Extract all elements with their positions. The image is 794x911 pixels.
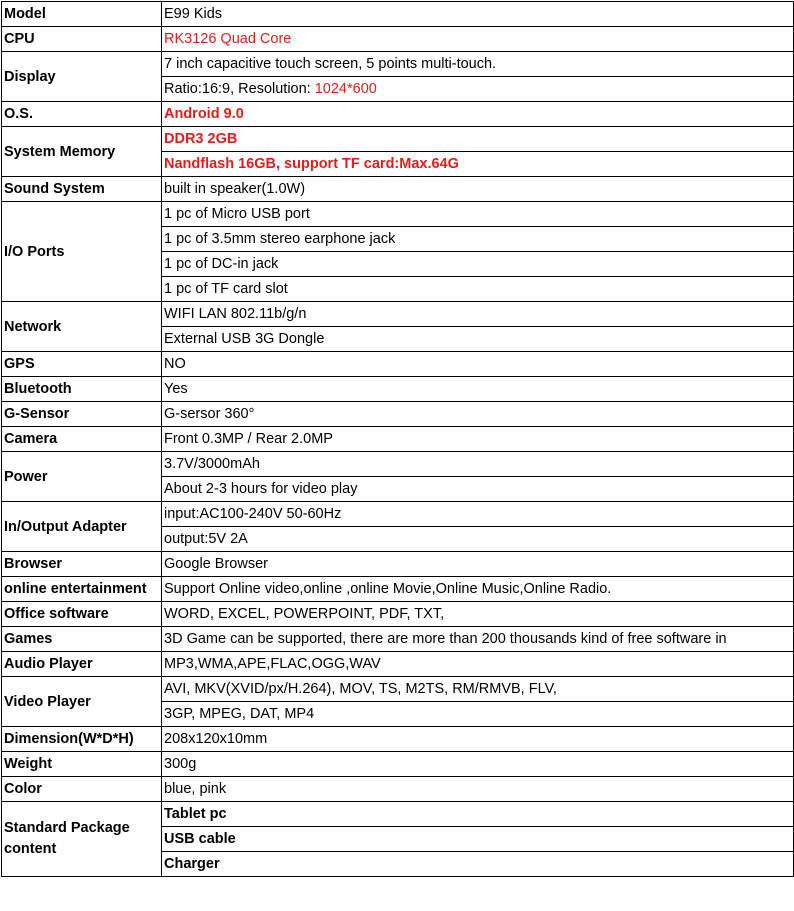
row-audio bbox=[2, 652, 794, 677]
label-audio: Audio Player bbox=[2, 652, 162, 677]
value-dimension: 208x120x10mm bbox=[162, 727, 794, 752]
value-online: Support Online video,online ,online Movie,Online Music,Online Radio. bbox=[162, 577, 794, 602]
row-video bbox=[2, 677, 794, 702]
label-dimension: Dimension(W*D*H) bbox=[2, 727, 162, 752]
label-gps: GPS bbox=[2, 352, 162, 377]
value-package-1: Tablet pc bbox=[162, 802, 794, 827]
row-display bbox=[2, 52, 794, 77]
row-dimension bbox=[2, 727, 794, 752]
value-weight: 300g bbox=[162, 752, 794, 777]
label-cpu: CPU bbox=[2, 27, 162, 52]
value-power-1: 3.7V/3000mAh bbox=[162, 452, 794, 477]
label-office: Office software bbox=[2, 602, 162, 627]
value-network-2: External USB 3G Dongle bbox=[162, 327, 794, 352]
label-video: Video Player bbox=[2, 677, 162, 727]
value-adapter-1: input:AC100-240V 50-60Hz bbox=[162, 502, 794, 527]
value-audio: MP3,WMA,APE,FLAC,OGG,WAV bbox=[162, 652, 794, 677]
label-package: Standard Package content bbox=[2, 802, 162, 877]
row-io bbox=[2, 202, 794, 227]
row-cpu bbox=[2, 27, 794, 52]
value-adapter-2: output:5V 2A bbox=[162, 527, 794, 552]
label-gsensor: G-Sensor bbox=[2, 402, 162, 427]
value-bluetooth: Yes bbox=[162, 377, 794, 402]
label-power: Power bbox=[2, 452, 162, 502]
value-power-2: About 2-3 hours for video play bbox=[162, 477, 794, 502]
row-weight bbox=[2, 752, 794, 777]
value-os: Android 9.0 bbox=[162, 102, 794, 127]
value-model: E99 Kids bbox=[162, 2, 794, 27]
label-browser: Browser bbox=[2, 552, 162, 577]
label-online: online entertainment bbox=[2, 577, 162, 602]
label-model: Model bbox=[2, 2, 162, 27]
row-color bbox=[2, 777, 794, 802]
label-os: O.S. bbox=[2, 102, 162, 127]
row-gps bbox=[2, 352, 794, 377]
value-io-3: 1 pc of DC-in jack bbox=[162, 252, 794, 277]
row-gsensor bbox=[2, 402, 794, 427]
label-adapter: In/Output Adapter bbox=[2, 502, 162, 552]
value-io-4: 1 pc of TF card slot bbox=[162, 277, 794, 302]
row-browser bbox=[2, 552, 794, 577]
row-sound bbox=[2, 177, 794, 202]
row-memory bbox=[2, 127, 794, 152]
label-games: Games bbox=[2, 627, 162, 652]
row-bluetooth bbox=[2, 377, 794, 402]
label-bluetooth: Bluetooth bbox=[2, 377, 162, 402]
row-online bbox=[2, 577, 794, 602]
value-package-3: Charger bbox=[162, 852, 794, 877]
label-io: I/O Ports bbox=[2, 202, 162, 302]
value-camera: Front 0.3MP / Rear 2.0MP bbox=[162, 427, 794, 452]
value-package-2: USB cable bbox=[162, 827, 794, 852]
value-browser: Google Browser bbox=[162, 552, 794, 577]
row-games bbox=[2, 627, 794, 652]
value-gsensor: G-sersor 360° bbox=[162, 402, 794, 427]
value-io-1: 1 pc of Micro USB port bbox=[162, 202, 794, 227]
value-games: 3D Game can be supported, there are more than 200 thousands kind of free software in bbox=[162, 627, 794, 652]
row-model bbox=[2, 2, 794, 27]
value-office: WORD, EXCEL, POWERPOINT, PDF, TXT, bbox=[162, 602, 794, 627]
value-video-1: AVI, MKV(XVID/px/H.264), MOV, TS, M2TS, RM/RMVB, FLV, bbox=[162, 677, 794, 702]
label-memory: System Memory bbox=[2, 127, 162, 177]
display-ratio-text: Ratio:16:9, Resolution: bbox=[164, 81, 315, 97]
row-power bbox=[2, 452, 794, 477]
row-adapter bbox=[2, 502, 794, 527]
value-io-2: 1 pc of 3.5mm stereo earphone jack bbox=[162, 227, 794, 252]
spec-table bbox=[1, 1, 794, 877]
value-video-2: 3GP, MPEG, DAT, MP4 bbox=[162, 702, 794, 727]
value-gps: NO bbox=[162, 352, 794, 377]
value-cpu: RK3126 Quad Core bbox=[162, 27, 794, 52]
label-weight: Weight bbox=[2, 752, 162, 777]
value-display-line1: 7 inch capacitive touch screen, 5 points multi-touch. bbox=[162, 52, 794, 77]
row-camera bbox=[2, 427, 794, 452]
value-memory-storage: Nandflash 16GB, support TF card:Max.64G bbox=[162, 152, 794, 177]
value-memory-ram: DDR3 2GB bbox=[162, 127, 794, 152]
row-os bbox=[2, 102, 794, 127]
value-network-1: WIFI LAN 802.11b/g/n bbox=[162, 302, 794, 327]
label-network: Network bbox=[2, 302, 162, 352]
value-display-line2 bbox=[162, 77, 794, 102]
value-sound: built in speaker(1.0W) bbox=[162, 177, 794, 202]
row-network bbox=[2, 302, 794, 327]
row-office bbox=[2, 602, 794, 627]
row-package bbox=[2, 802, 794, 827]
display-resolution-value: 1024*600 bbox=[314, 81, 377, 97]
value-color: blue, pink bbox=[162, 777, 794, 802]
label-camera: Camera bbox=[2, 427, 162, 452]
label-display: Display bbox=[2, 52, 162, 102]
label-sound: Sound System bbox=[2, 177, 162, 202]
label-color: Color bbox=[2, 777, 162, 802]
